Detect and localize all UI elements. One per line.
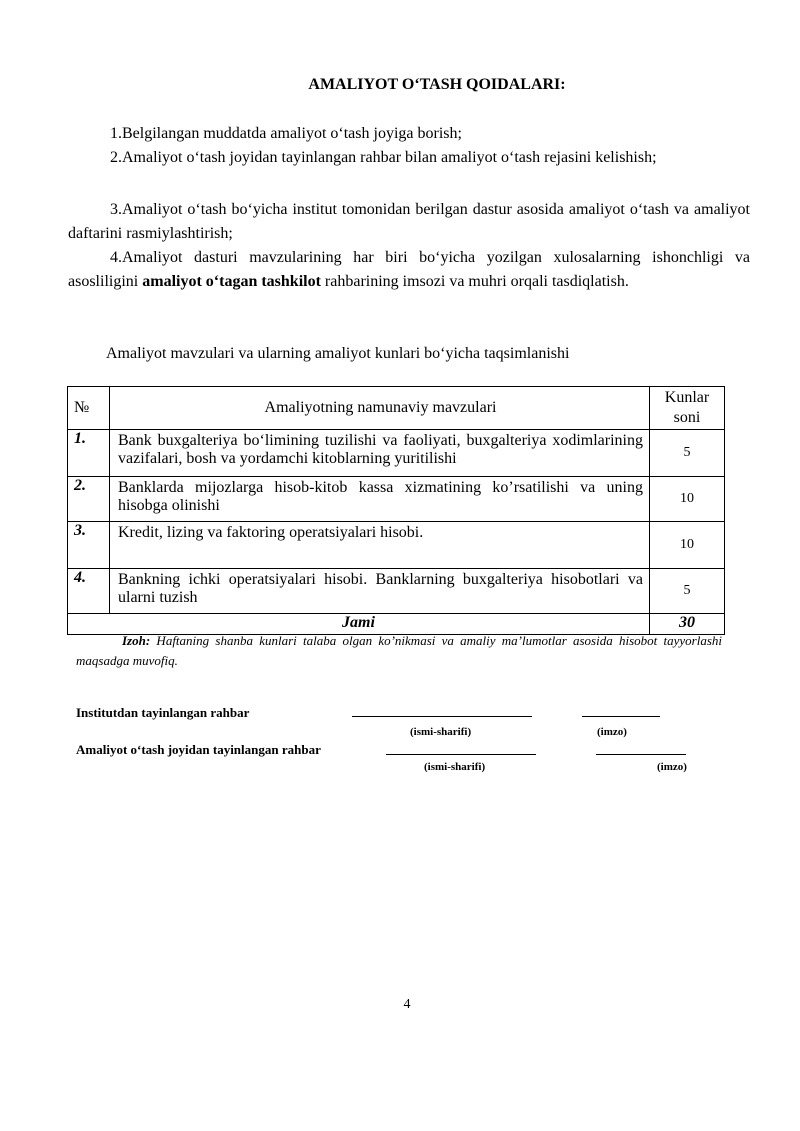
workplace-signature-line bbox=[596, 754, 686, 755]
institute-signature-line bbox=[582, 716, 660, 717]
header-days: Kunlar soni bbox=[650, 387, 725, 430]
workplace-supervisor-label: Amaliyot o‘tash joyidan tayinlangan rahbar bbox=[76, 742, 321, 757]
total-days: 30 bbox=[650, 614, 725, 635]
signature-caption-1: (imzo) bbox=[597, 726, 627, 738]
header-number: № bbox=[68, 387, 110, 430]
rule-1: 1.Belgilangan muddatda amaliyot o‘tash joyiga borish; bbox=[110, 125, 462, 142]
row-number: 4. bbox=[68, 569, 110, 614]
row-days: 10 bbox=[650, 477, 725, 522]
row-days: 10 bbox=[650, 522, 725, 569]
total-label: Jami bbox=[68, 614, 650, 635]
row-topic: Bank buxgalteriya bo‘limining tuzilishi va faoliyati, buxgalteriya xodimlarining vazifalari, bosh va yordamchi kitoblarning yuritilishi bbox=[110, 430, 650, 477]
rule-2: 2.Amaliyot o‘tash joyidan tayinlangan rahbar bilan amaliyot o‘tash rejasini kelishish; bbox=[110, 149, 657, 166]
institute-name-line bbox=[352, 716, 532, 717]
table-header-row bbox=[68, 387, 725, 430]
row-topic: Banklarda mijozlarga hisob-kitob kassa xizmatining ko’rsatilishi va uning hisobga olinishi bbox=[110, 477, 650, 522]
rule-4-text-end: rahbarining imsozi va muhri orqali tasdiqlatish. bbox=[320, 273, 629, 290]
row-topic: Kredit, lizing va faktoring operatsiyalari hisobi. bbox=[110, 522, 650, 569]
row-days: 5 bbox=[650, 430, 725, 477]
rule-4 bbox=[68, 246, 750, 294]
rule-3: 3.Amaliyot o‘tash bo‘yicha institut tomonidan berilgan dastur asosida amaliyot o‘tash va amaliyot daftarini rasmiylashtirish; bbox=[68, 201, 750, 242]
row-days: 5 bbox=[650, 569, 725, 614]
rule-4-bold-text: amaliyot o‘tagan tashkilot bbox=[142, 273, 321, 290]
table-row bbox=[68, 522, 725, 569]
practice-topics-table bbox=[67, 386, 725, 635]
table-row bbox=[68, 477, 725, 522]
row-number: 2. bbox=[68, 477, 110, 522]
table-row bbox=[68, 430, 725, 477]
row-number: 3. bbox=[68, 522, 110, 569]
signature-caption-2: (imzo) bbox=[657, 761, 687, 773]
row-number: 1. bbox=[68, 430, 110, 477]
note-text: Haftaning shanba kunlari talaba olgan ko’nikmasi va amaliy ma’lumotlar asosida hisobot tayyorlashi maqsadga muvofiq. bbox=[76, 633, 722, 668]
table-caption: Amaliyot mavzulari va ularning amaliyot kunlari bo‘yicha taqsimlanishi bbox=[106, 345, 570, 362]
rule-4-text-start: 4.Amaliyot dasturi mavzularining har biri bo‘yicha yozilgan xulosalarning ishonchligi va asosliligini bbox=[68, 249, 750, 290]
name-caption-2: (ismi-sharifi) bbox=[424, 761, 486, 773]
table-row bbox=[68, 569, 725, 614]
header-topic: Amaliyotning namunaviy mavzulari bbox=[110, 387, 650, 430]
page-title: AMALIYOT O‘TASH QOIDALARI: bbox=[308, 76, 566, 93]
page-number: 4 bbox=[403, 997, 411, 1012]
name-caption-1: (ismi-sharifi) bbox=[410, 726, 472, 738]
row-topic: Bankning ichki operatsiyalari hisobi. Banklarning buxgalteriya hisobotlari va ularni tuzish bbox=[110, 569, 650, 614]
institute-supervisor-label: Institutdan tayinlangan rahbar bbox=[76, 705, 250, 720]
workplace-name-line bbox=[386, 754, 536, 755]
note-label: Izoh: bbox=[122, 633, 151, 648]
note bbox=[76, 631, 722, 671]
